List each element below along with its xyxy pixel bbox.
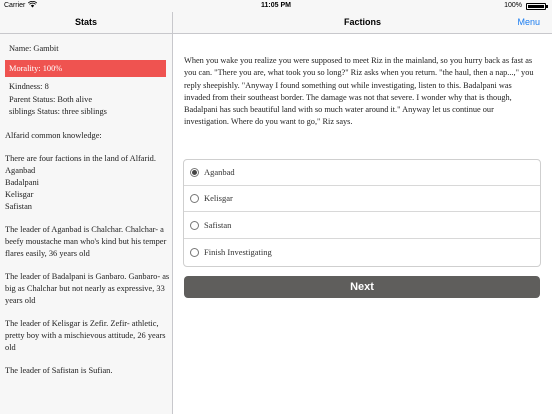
option-label: Aganbad [204,167,235,177]
radio-icon[interactable] [190,248,199,257]
faction-item: Badalpani [5,178,39,187]
stats-nav-bar [0,12,173,34]
radio-icon[interactable] [190,194,199,203]
clock: 11:05 PM [261,2,291,9]
kindness-stat: Kindness: 8 [9,82,49,91]
menu-button[interactable]: Menu [517,17,540,27]
option-label: Safistan [204,220,232,230]
option-safistan[interactable] [184,213,540,239]
parent-status: Parent Status: Both alive [9,95,93,104]
common-knowledge [5,130,171,388]
story-text: When you wake you realize you were supposed to meet Riz in the mainland, so you hurry back as fast as you can. "There you are, what took you so long?" Riz asks when you return. "the haul, then a nap...," you reply sheepishly. "Anyway I found something out while investigating, listen to this. Badalpani was invaded from their southeast border. The damage was not that severe. I wonder why that is though, Badalpani has such beautiful land with so much water around it." Anyway let us continue our investigation. Where do you want to go," Riz says. [184,56,534,127]
faction-item: Safistan [5,202,32,211]
battery-percent: 100% [504,2,522,9]
siblings-status: siblings Status: three siblings [9,107,107,116]
battery-fill [528,5,544,8]
faction-item: Kelisgar [5,190,34,199]
option-kelisgar[interactable] [184,186,540,212]
status-bar [0,0,552,12]
radio-selected-icon[interactable] [190,168,199,177]
leader-kelisgar: The leader of Kelisgar is Zefir. Zefir- athletic, pretty boy with a mischievous attitude, 26 years old [5,319,166,352]
next-button[interactable]: Next [184,276,540,298]
faction-intro: There are four factions in the land of Alfarid. [5,154,156,163]
option-label: Finish Investigating [204,247,272,257]
option-finish-investigating[interactable] [184,240,540,266]
factions-nav-bar [173,12,552,34]
faction-list [5,153,171,213]
carrier-label: Carrier [4,2,26,9]
leader-aganbad: The leader of Aganbad is Chalchar. Chalchar- a beefy moustache man who's kind but his temper flares easily, 36 years old [5,225,167,258]
faction-item: Aganbad [5,166,36,175]
player-name: Name: Gambit [9,44,59,53]
stats-panel [0,34,173,414]
knowledge-heading: Alfarid common knowledge: [5,131,102,140]
option-aganbad[interactable] [184,160,540,186]
morality-bar: Morality: 100% [5,60,166,77]
destination-options [183,159,541,267]
leader-safistan: The leader of Safistan is Sufian. [5,366,113,375]
factions-title: Factions [343,17,381,27]
battery-icon [526,3,546,10]
option-label: Kelisgar [204,193,233,203]
radio-icon[interactable] [190,221,199,230]
leader-badalpani: The leader of Badalpani is Ganbaro. Ganbaro- as big as Chalchar but not nearly as expressive, 33 years old [5,272,170,305]
stats-title: Stats [74,17,97,27]
